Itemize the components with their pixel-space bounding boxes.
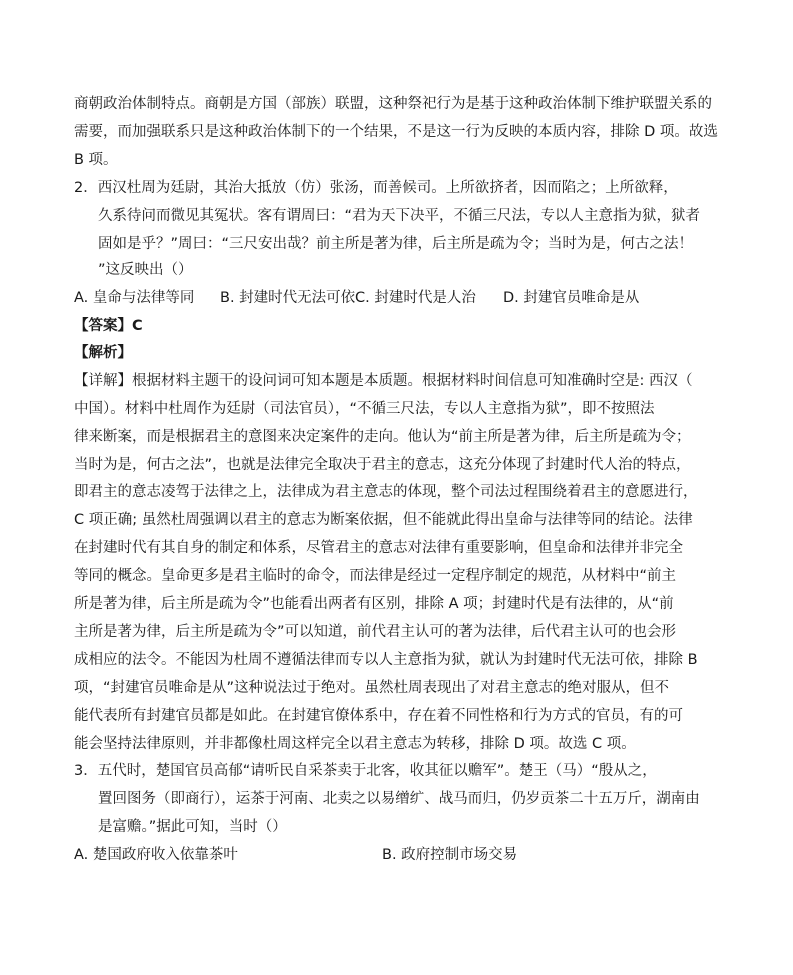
q3-option-a: A. 楚国政府收入依靠茶叶 <box>74 847 238 863</box>
intro-line: 商朝政治体制特点。商朝是方国（部族）联盟，这种祭祀行为是基于这种政治体制下维护联盟关系的 <box>74 96 712 112</box>
q2-detail-line: 即君主的意志凌驾于法律之上，法律成为君主意志的体现，整个司法过程围绕着君主的意愿进行， <box>74 484 698 500</box>
q2-option-a: A. 皇命与法律等同 <box>74 290 195 306</box>
answer-value: C <box>132 318 143 334</box>
q2-detail-line: 中国）。材料中杜周作为廷尉（司法官员），“不循三尺法，专以人主意指为狱”，即不按照法 <box>74 401 655 417</box>
q3-stem-line: 3．五代时，楚国官员高郁“请听民自采茶卖于北客，收其征以赡军”。楚王（马）“殷从之， <box>74 763 657 779</box>
q2-detail-line: 等同的概念。皇命更多是君主临时的命令，而法律是经过一定程序制定的规范，从材料中“前主 <box>74 568 677 584</box>
q3-stem-line: 置回图务（即商行），运茶于河南、北卖之以易缯纩、战马而归，仍岁贡茶二十五万斤，湖南由 <box>98 791 700 807</box>
q2-detail-line: 主所是著为律，后主所是疏为令”可以知道，前代君主认可的著为法律，后代君主认可的也会形 <box>74 624 677 640</box>
q2-detail-line: 项，“封建官员唯命是从”这种说法过于绝对。虽然杜周表现出了对君主意志的绝对服从，但不 <box>74 680 670 696</box>
q2-detail-line: 【详解】根据材料主题干的设问词可知本题是本质题。根据材料时间信息可知准确时空是: 西汉（ <box>74 373 693 389</box>
intro-line: 需要，而加强联系只是这种政治体制下的一个结果，不是这一行为反映的本质内容，排除 D 项。故选 <box>74 124 718 140</box>
q3-stem-line: 是富赡。”据此可知，当时（） <box>98 819 287 835</box>
q2-detail-line: 律来断案，而是根据君主的意图来决定案件的走向。他认为“前主所是著为律，后主所是疏为令； <box>74 429 691 445</box>
q2-analysis-label <box>74 343 132 363</box>
q2-option-b: B. 封建时代无法可依 <box>220 290 356 306</box>
q2-stem-line: ”这反映出（） <box>98 262 193 278</box>
q2-detail-line: C 项正确; 虽然杜周强调以君主的意志为断案依据，但不能就此得出皇命与法律等同的结论。法律 <box>74 512 693 528</box>
q2-option-c: C. 封建时代是人治 <box>355 290 476 306</box>
q2-stem-line: 2．西汉杜周为廷尉，其治大抵放（仿）张汤，而善候司。上所欲挤者，因而陷之；上所欲释， <box>74 180 678 196</box>
q2-detail-line: 在封建时代有其自身的制定和体系，尽管君主的意志对法律有重要影响，但皇命和法律并非完全 <box>74 540 683 556</box>
analysis-label: 【解析】 <box>74 345 132 361</box>
q2-answer <box>74 316 143 336</box>
q2-detail-line: 所是著为律，后主所是疏为令”也能看出两者有区别，排除 A 项；封建时代是有法律的，从“前 <box>74 596 674 612</box>
q3-option-b: B. 政府控制市场交易 <box>382 847 518 863</box>
answer-label: 【答案】 <box>74 318 132 334</box>
q2-detail-line: 当时为是，何古之法”，也就是法律完全取决于君主的意志，这充分体现了封建时代人治的特点， <box>74 457 691 473</box>
q2-detail-line: 成相应的法令。不能因为杜周不遵循法律而专以人主意指为狱，就认为封建时代无法可依，排除 B <box>74 652 698 668</box>
q2-detail-line: 能会坚持法律原则，并非都像杜周这样完全以君主意志为转移，排除 D 项。故选 C 项。 <box>74 736 636 752</box>
q2-stem-line: 固如是乎？”周曰：“三尺安出哉？前主所是著为律，后主所是疏为令；当时为是，何古之法！ <box>98 236 694 252</box>
q2-detail-line: 能代表所有封建官员都是如此。在封建官僚体系中，存在着不同性格和行为方式的官员，有的可 <box>74 708 683 724</box>
q2-option-d: D. 封建官员唯命是从 <box>503 290 640 306</box>
q2-stem-line: 久系待问而微见其冤状。客有谓周曰：“君为天下决平，不循三尺法，专以人主意指为狱，狱者 <box>98 208 701 224</box>
intro-line: B 项。 <box>74 152 118 168</box>
